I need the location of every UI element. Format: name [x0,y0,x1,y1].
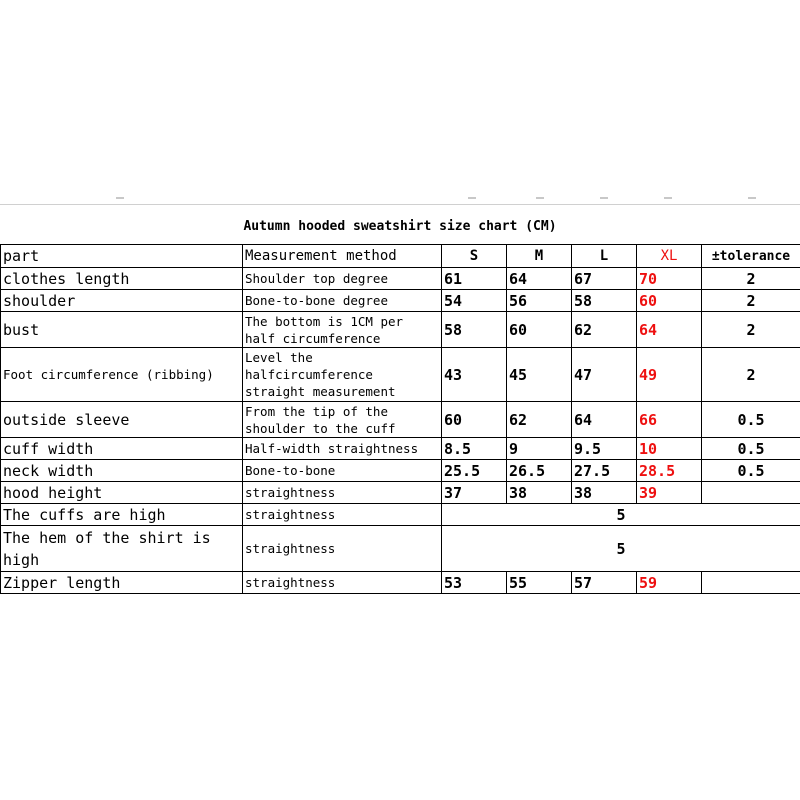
header-size-s: S [442,245,507,268]
cell-l: 58 [572,290,637,312]
cell-m: 9 [507,438,572,460]
cell-xl: 59 [637,572,702,594]
row-method: Shoulder top degree [243,268,442,290]
row-part: hood height [1,482,243,504]
row-method: Bone-to-bone degree [243,290,442,312]
cell-l: 47 [572,348,637,402]
row-method: straightness [243,504,442,526]
cell-s: 60 [442,402,507,438]
header-size-l: L [572,245,637,268]
table-row [1,312,800,348]
header-row [1,245,800,268]
table-row [1,460,800,482]
cell-s: 37 [442,482,507,504]
size-chart-table [0,244,800,594]
cell-m: 45 [507,348,572,402]
cell-xl: 70 [637,268,702,290]
cell-all-sizes: 5 [442,504,800,526]
cell-xl: 49 [637,348,702,402]
row-part: bust [1,312,243,348]
cell-l: 57 [572,572,637,594]
cell-tolerance [702,482,800,504]
cell-l: 64 [572,402,637,438]
cell-m: 38 [507,482,572,504]
cell-xl: 66 [637,402,702,438]
cell-s: 8.5 [442,438,507,460]
cell-xl: 64 [637,312,702,348]
cell-s: 43 [442,348,507,402]
row-part: cuff width [1,438,243,460]
cell-tolerance: 2 [702,290,800,312]
cell-tolerance: 2 [702,312,800,348]
cell-tolerance [702,572,800,594]
row-method: straightness [243,572,442,594]
row-method: The bottom is 1CM per half circumference [243,312,442,348]
table-row [1,268,800,290]
table-row [1,438,800,460]
table-row [1,572,800,594]
cell-s: 54 [442,290,507,312]
cell-xl: 60 [637,290,702,312]
row-method: straightness [243,526,442,572]
chart-title: Autumn hooded sweatshirt size chart (CM) [243,219,557,234]
row-part: Zipper length [1,572,243,594]
row-part: Foot circumference (ribbing) [1,348,243,402]
cell-s: 53 [442,572,507,594]
cell-l: 38 [572,482,637,504]
cell-xl: 39 [637,482,702,504]
row-method: Bone-to-bone [243,460,442,482]
cell-s: 25.5 [442,460,507,482]
cell-tolerance: 0.5 [702,438,800,460]
cell-l: 62 [572,312,637,348]
row-part: The hem of the shirt is high [1,526,243,572]
cell-m: 55 [507,572,572,594]
cell-xl: 10 [637,438,702,460]
table-row [1,348,800,402]
header-method: Measurement method [243,245,442,268]
row-part: neck width [1,460,243,482]
row-part: outside sleeve [1,402,243,438]
cell-xl: 28.5 [637,460,702,482]
row-method: Half-width straightness [243,438,442,460]
cell-l: 67 [572,268,637,290]
cell-m: 26.5 [507,460,572,482]
cell-tolerance: 2 [702,268,800,290]
header-size-m: M [507,245,572,268]
cell-s: 58 [442,312,507,348]
cell-tolerance: 0.5 [702,402,800,438]
row-method: straightness [243,482,442,504]
table-row [1,290,800,312]
cell-m: 62 [507,402,572,438]
header-size-xl: XL [637,245,702,268]
table-row [1,526,800,572]
row-part: The cuffs are high [1,504,243,526]
table-row [1,504,800,526]
header-part: part [1,245,243,268]
row-method: Level the halfcircumference straight measurement [243,348,442,402]
row-part: clothes length [1,268,243,290]
cell-m: 60 [507,312,572,348]
cropped-row-remnants [0,197,800,203]
cell-s: 61 [442,268,507,290]
header-tolerance: ±tolerance [702,245,800,268]
cell-l: 27.5 [572,460,637,482]
table-row [1,482,800,504]
cell-tolerance: 0.5 [702,460,800,482]
cell-all-sizes: 5 [442,526,800,572]
row-part: shoulder [1,290,243,312]
table-row [1,402,800,438]
row-method: From the tip of the shoulder to the cuff [243,402,442,438]
cell-l: 9.5 [572,438,637,460]
cell-m: 64 [507,268,572,290]
cell-m: 56 [507,290,572,312]
cell-tolerance: 2 [702,348,800,402]
top-divider [0,204,800,205]
